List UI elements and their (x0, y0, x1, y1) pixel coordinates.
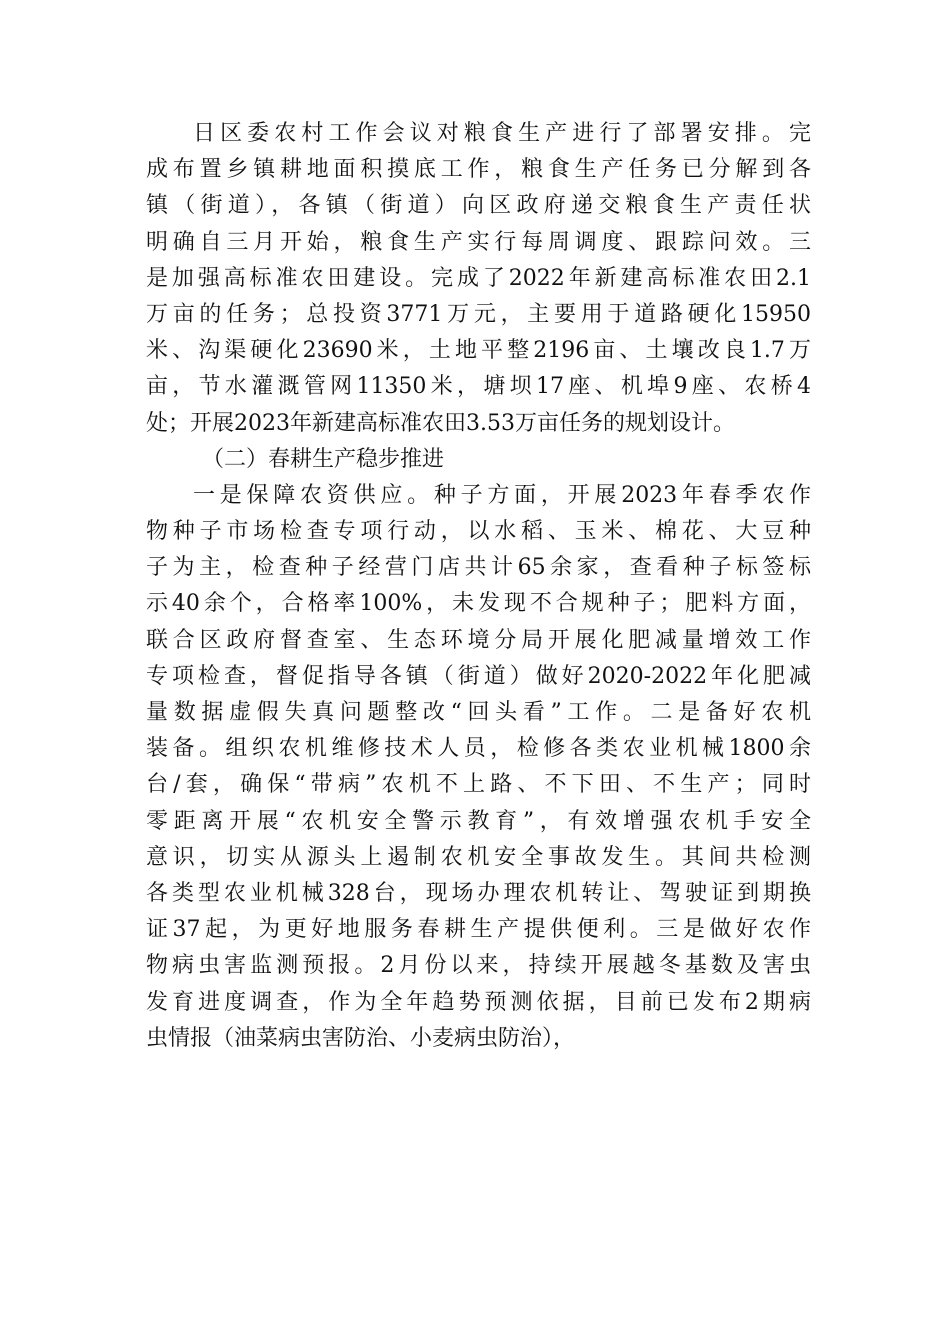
text-line: 发育进度调查，作为全年趋势预测依据，目前已发布2期病 (146, 989, 811, 1015)
text-line: 物种子市场检查专项行动，以水稻、玉米、棉花、大豆种 (146, 519, 811, 545)
text-line: 明确自三月开始，粮食生产实行每周调度、跟踪问效。三 (146, 229, 811, 255)
text-line: 米、沟渠硬化23690米，土地平整2196亩、土壤改良1.7万 (146, 338, 811, 364)
section-heading: （二）春耕生产稳步推进 (202, 446, 445, 472)
text-line: 万亩的任务；总投资3771万元，主要用于道路硬化15950 (146, 301, 811, 327)
text-line: 装备。组织农机维修技术人员，检修各类农业机械1800余 (146, 736, 811, 762)
text-line: 零距离开展“农机安全警示教育”，有效增强农机手安全 (146, 808, 811, 834)
text-line: 亩，节水灌溉管网11350米，塘坝17座、机埠9座、农桥4 (146, 374, 811, 400)
text-line: 示40余个，合格率100%，未发现不合规种子；肥料方面， (146, 591, 811, 617)
text-line: 成布置乡镇耕地面积摸底工作，粮食生产任务已分解到各 (146, 157, 811, 183)
text-line: 子为主，检查种子经营门店共计65余家，查看种子标签标 (146, 555, 811, 581)
document-body (146, 116, 811, 1057)
text-line: 证37起，为更好地服务春耕生产提供便利。三是做好农作 (146, 917, 811, 943)
text-line: 意识，切实从源头上遏制农机安全事故发生。其间共检测 (146, 844, 811, 870)
text-line: 一是保障农资供应。种子方面，开展2023年春季农作 (193, 482, 811, 508)
text-line: 镇（街道），各镇（街道）向区政府递交粮食生产责任状 (146, 193, 811, 219)
text-line: 量数据虚假失真问题整改“回头看”工作。二是备好农机 (146, 700, 811, 725)
text-line: 物病虫害监测预报。2月份以来，持续开展越冬基数及害虫 (146, 953, 811, 979)
text-line: 日区委农村工作会议对粮食生产进行了部署安排。完 (193, 121, 811, 146)
text-line: 处；开展2023年新建高标准农田3.53万亩任务的规划设计。 (146, 410, 735, 436)
text-line: 联合区政府督查室、生态环境分局开展化肥减量增效工作 (146, 627, 811, 653)
text-line: 各类型农业机械328台，现场办理农机转让、驾驶证到期换 (146, 880, 811, 906)
text-line: 专项检查，督促指导各镇（街道）做好2020-2022年化肥减 (146, 663, 811, 689)
text-line: 台/套，确保“带病”农机不上路、不下田、不生产；同时 (146, 772, 811, 798)
text-line: 是加强高标准农田建设。完成了2022年新建高标准农田2.1 (146, 265, 811, 291)
text-line: 虫情报（油菜病虫害防治、小麦病虫防治）， (146, 1025, 576, 1051)
